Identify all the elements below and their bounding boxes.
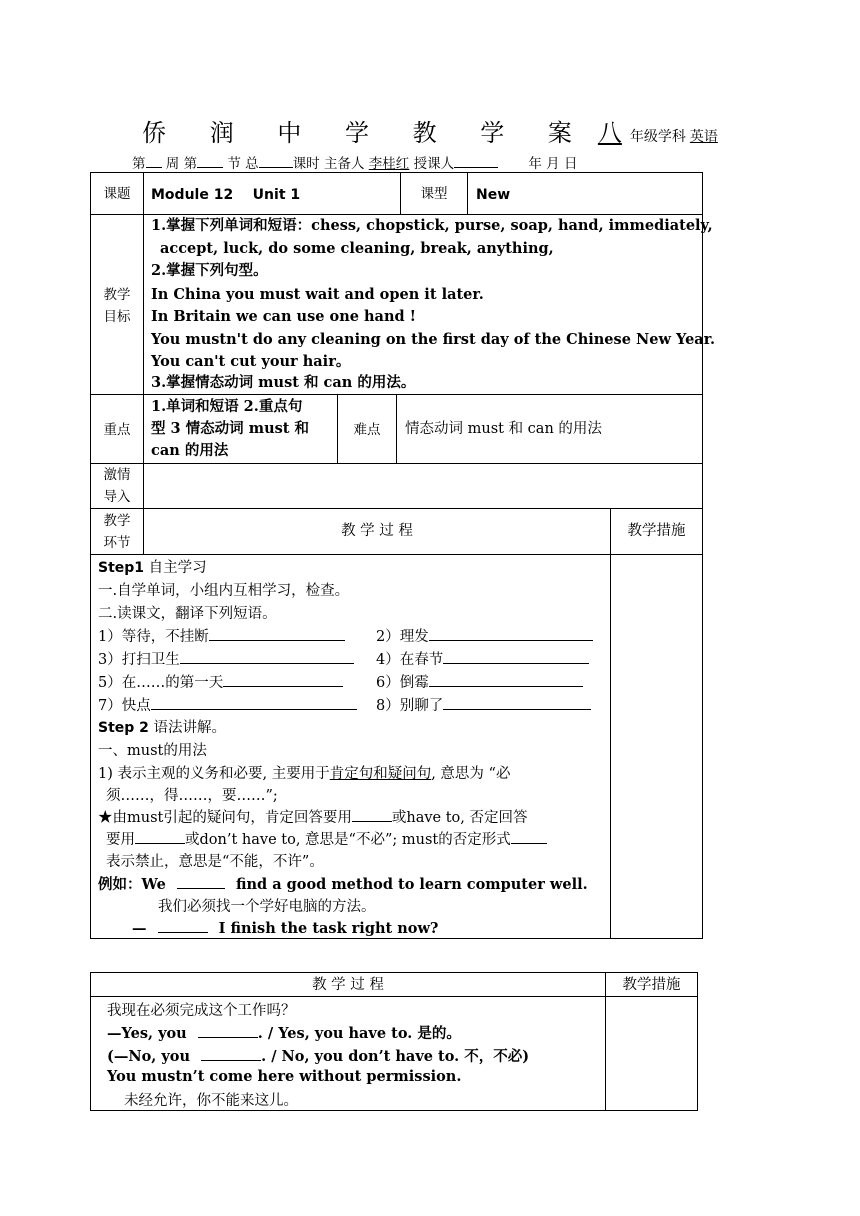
teacher-label: 授课人 xyxy=(413,156,455,172)
week-blank xyxy=(146,155,162,168)
must-rule-1: 1) 表示主观的义务和必要, 主要用于肯定句和疑问句, 意思为 “必 xyxy=(98,766,511,782)
goal-line-7: You can't cut your hair。 xyxy=(151,353,351,370)
phrase-7: 7）快点 xyxy=(98,694,357,715)
hard-label: 难点 xyxy=(353,422,381,438)
key-line-1: 1.单词和短语 2.重点句 xyxy=(151,398,303,415)
goal-line-6: You mustn't do any cleaning on the first day of the Chinese New Year. xyxy=(151,331,716,348)
lesson-info-line xyxy=(132,152,577,172)
topic-value: Module 12 Unit 1 xyxy=(151,187,301,203)
goal-line-3: 2.掌握下列句型。 xyxy=(151,262,268,279)
step1-line-2: 二.读课文，翻译下列短语。 xyxy=(98,606,277,622)
period-label: 周 第 xyxy=(165,156,198,172)
goal-line-8: 3.掌握情态动词 must 和 can 的用法。 xyxy=(151,374,416,391)
intro-label-2: 导入 xyxy=(103,489,131,505)
date-label: 年 月 日 xyxy=(528,156,578,172)
grade-suffix: 年级学科 xyxy=(629,129,686,145)
week-label: 第 xyxy=(132,156,146,172)
must-rule-2c: 表示禁止，意思是“不能，不许”。 xyxy=(106,854,324,870)
goal-line-4: In China you must wait and open it later. xyxy=(151,286,484,303)
phrase-3: 3）打扫卫生 xyxy=(98,648,354,669)
p2-line-5: 未经允许，你不能来这儿。 xyxy=(124,1093,298,1109)
type-value: New xyxy=(476,187,511,203)
total-blank xyxy=(259,155,293,168)
type-label: 课型 xyxy=(420,186,448,202)
measure-header-2: 教学措施 xyxy=(622,977,681,993)
key-line-2: 型 3 情态动词 must 和 xyxy=(151,420,310,437)
stage-label-2: 环节 xyxy=(103,535,131,551)
must-rule-1b: 须……，得……，要……”; xyxy=(106,788,278,804)
goal-line-2: accept, luck, do some cleaning, break, anything, xyxy=(160,240,554,257)
subject-value: 英语 xyxy=(689,129,718,145)
key-line-3: can 的用法 xyxy=(151,442,229,459)
process-header: 教 学 过 程 xyxy=(341,523,413,539)
must-rule-2: ★由must引起的疑问句，肯定回答要用 或have to, 否定回答 xyxy=(98,806,528,827)
example-2: — I finish the task right now? xyxy=(132,920,439,937)
example-1-cn: 我们必须找一个学好电脑的方法。 xyxy=(158,899,376,915)
goal-label-1: 教学 xyxy=(103,287,131,303)
goal-label-2: 目标 xyxy=(103,309,131,325)
p2-line-3: (—No, you . / No, you don’t have to. 不，不必) xyxy=(107,1048,530,1065)
phrase-2: 2）理发 xyxy=(376,625,593,646)
phrase-6: 6）倒霉 xyxy=(376,671,583,692)
goal-line-1: 1.掌握下列单词和短语：chess, chopstick, purse, soap, hand, immediately, xyxy=(151,217,713,234)
goal-line-5: In Britain we can use one hand ! xyxy=(151,308,417,325)
process-header-2: 教 学 过 程 xyxy=(312,977,384,993)
page-title xyxy=(0,113,860,148)
p2-line-1: 我现在必须完成这个工作吗？ xyxy=(107,1003,296,1019)
must-rule-2b: 要用 或don’t have to, 意思是“不必”; must的否定形式 xyxy=(106,828,547,849)
key-label: 重点 xyxy=(103,422,131,438)
measure-header: 教学措施 xyxy=(627,523,686,539)
period-blank xyxy=(197,155,223,168)
p2-line-4: You mustn’t come here without permission. xyxy=(107,1068,462,1085)
preparer-name: 李桂红 xyxy=(368,156,410,172)
step1-line-1: 一.自学单词，小组内互相学习，检查。 xyxy=(98,583,350,599)
p2-line-2: —Yes, you . / Yes, you have to. 是的。 xyxy=(107,1025,461,1042)
step1-heading: Step1 自主学习 xyxy=(98,560,207,576)
phrase-1: 1）等待，不挂断 xyxy=(98,625,345,646)
must-title: 一、must的用法 xyxy=(98,743,207,759)
title-text: 侨 润 中 学 教 学 案 xyxy=(142,119,590,147)
step2-heading: Step 2 语法讲解。 xyxy=(98,720,227,736)
teacher-blank xyxy=(454,155,498,168)
grade-value: 八 xyxy=(597,119,622,147)
hard-value: 情态动词 must 和 can 的用法 xyxy=(405,421,602,437)
total-label: 节 总 xyxy=(227,156,259,172)
example-1: 例如：We find a good method to learn computer well. xyxy=(98,876,588,893)
phrase-4: 4）在春节 xyxy=(376,648,589,669)
phrase-5: 5）在……的第一天 xyxy=(98,671,343,692)
topic-label: 课题 xyxy=(103,186,131,202)
intro-label-1: 激情 xyxy=(103,467,131,483)
phrase-8: 8）别聊了 xyxy=(376,694,591,715)
stage-label-1: 教学 xyxy=(103,513,131,529)
preparer-label: 课时 主备人 xyxy=(292,156,365,172)
